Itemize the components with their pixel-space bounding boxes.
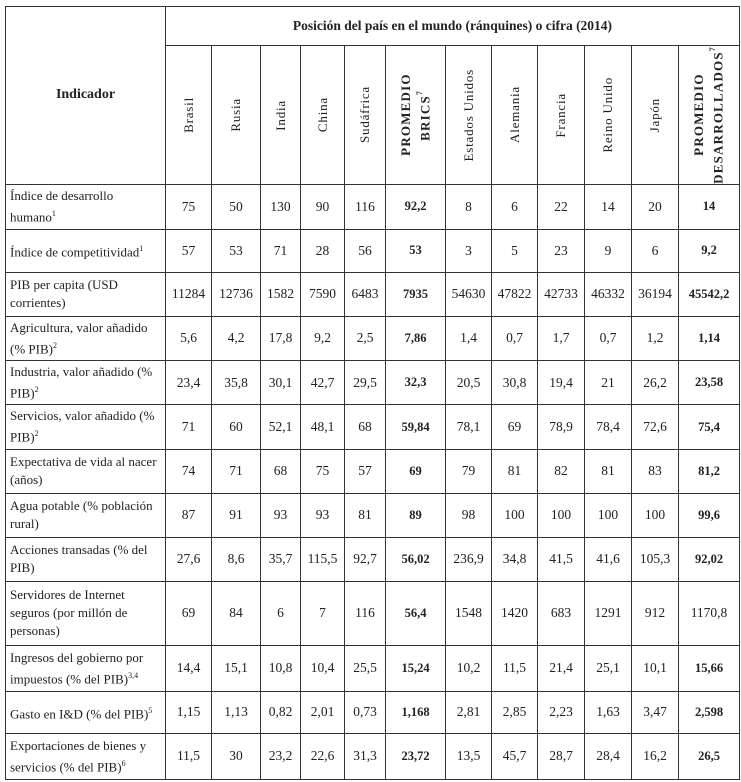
table-cell: 84 [212, 581, 261, 645]
table-cell: 45,7 [492, 733, 538, 779]
table-cell: 93 [301, 493, 345, 537]
table-cell: 1,168 [386, 691, 446, 733]
row-label-text: PIB per capita (USD corrientes) [10, 277, 118, 311]
table-cell: 71 [212, 449, 261, 493]
table-cell: 7590 [301, 272, 345, 316]
table-cell: 1,2 [632, 316, 679, 360]
table-row [6, 184, 740, 229]
table-cell: 11284 [166, 272, 212, 316]
table-cell: 14 [679, 184, 740, 229]
table-cell: 42733 [538, 272, 585, 316]
row-label-text: Ingresos del gobierno por impuestos (% del PIB) [10, 649, 144, 686]
table-cell: 13,5 [446, 733, 492, 779]
row-label-text: Acciones transadas (% del PIB) [10, 542, 148, 576]
row-label-text: Expectativa de vida al nacer (años) [10, 454, 157, 488]
table-cell: 75 [301, 449, 345, 493]
table-cell: 14 [585, 184, 632, 229]
footnote-marker: 7 [708, 45, 718, 52]
table-cell: 21 [585, 361, 632, 405]
table-cell: 9,2 [679, 229, 740, 272]
table-cell: 45542,2 [679, 272, 740, 316]
table-cell: 1,4 [446, 316, 492, 360]
column-header-label: Sudáfrica [357, 86, 372, 144]
table-cell: 6 [632, 229, 679, 272]
table-cell: 60 [212, 405, 261, 449]
table-cell: 19,4 [538, 361, 585, 405]
table-cell: 79 [446, 449, 492, 493]
table-cell: 1291 [585, 581, 632, 645]
table-cell: 89 [386, 493, 446, 537]
footnote-marker: 2 [34, 429, 39, 439]
column-header [212, 46, 261, 185]
table-cell: 72,6 [632, 405, 679, 449]
table-row [6, 537, 740, 581]
table-cell: 15,24 [386, 645, 446, 691]
table-cell: 83 [632, 449, 679, 493]
column-header-label: Rusia [228, 98, 243, 132]
table-cell: 28,7 [538, 733, 585, 779]
column-header [345, 46, 386, 185]
footnote-marker: 2 [34, 385, 39, 395]
table-cell: 87 [166, 493, 212, 537]
table-cell: 56 [345, 229, 386, 272]
table-cell: 21,4 [538, 645, 585, 691]
table-cell: 78,4 [585, 405, 632, 449]
table-cell: 100 [585, 493, 632, 537]
table-cell: 2,01 [301, 691, 345, 733]
table-row [6, 229, 740, 272]
column-header [261, 46, 301, 185]
column-header-label: India [272, 99, 288, 131]
table-cell: 23,4 [166, 361, 212, 405]
row-label [6, 184, 166, 229]
table-cell: 1170,8 [679, 581, 740, 645]
column-header-label: Alemania [506, 86, 522, 144]
table-cell: 7935 [386, 272, 446, 316]
table-cell: 71 [261, 229, 301, 272]
row-label [6, 493, 166, 537]
table-cell: 20,5 [446, 361, 492, 405]
indicator-header: Indicador [6, 7, 166, 185]
table-cell: 30 [212, 733, 261, 779]
column-header-label: PROMEDIO DESARROLLADOS [691, 51, 726, 184]
row-label [6, 316, 166, 360]
table-cell: 12736 [212, 272, 261, 316]
column-header-label: Brasil [180, 96, 196, 133]
table-cell: 26,2 [632, 361, 679, 405]
indicators-table [5, 6, 740, 780]
table-cell: 2,81 [446, 691, 492, 733]
table-row [6, 733, 740, 779]
table-cell: 53 [212, 229, 261, 272]
table-cell: 7,86 [386, 316, 446, 360]
footnote-marker: 5 [148, 705, 153, 715]
table-cell: 81 [345, 493, 386, 537]
table-cell: 41,5 [538, 537, 585, 581]
table-cell: 23,2 [261, 733, 301, 779]
table-cell: 30,8 [492, 361, 538, 405]
table-cell: 10,4 [301, 645, 345, 691]
table-cell: 5,6 [166, 316, 212, 360]
table-cell: 56,4 [386, 581, 446, 645]
row-label-text: Índice de competitividad [10, 244, 140, 260]
table-cell: 4,2 [212, 316, 261, 360]
row-label-text: Índice de desarrollo humano [10, 188, 114, 225]
table-cell: 100 [632, 493, 679, 537]
table-cell: 68 [345, 405, 386, 449]
table-cell: 11,5 [492, 645, 538, 691]
table-cell: 34,8 [492, 537, 538, 581]
row-label-text: Agua potable (% población rural) [10, 498, 153, 532]
footnote-marker: 7 [414, 89, 424, 95]
table-cell: 42,7 [301, 361, 345, 405]
table-cell: 75,4 [679, 405, 740, 449]
footnote-marker: 3,4 [128, 670, 139, 680]
table-row [6, 645, 740, 691]
table-cell: 23 [538, 229, 585, 272]
table-cell: 82 [538, 449, 585, 493]
table-cell: 92,02 [679, 537, 740, 581]
table-cell: 1,63 [585, 691, 632, 733]
table-cell: 2,598 [679, 691, 740, 733]
table-cell: 74 [166, 449, 212, 493]
table-cell: 54630 [446, 272, 492, 316]
group-title: Posición del país en el mundo (ránquines) o cifra (2014) [166, 7, 740, 46]
column-header [492, 46, 538, 185]
table-cell: 2,5 [345, 316, 386, 360]
row-label [6, 229, 166, 272]
table-cell: 105,3 [632, 537, 679, 581]
table-cell: 26,5 [679, 733, 740, 779]
table-cell: 8,6 [212, 537, 261, 581]
table-cell: 22 [538, 184, 585, 229]
column-header [679, 46, 740, 185]
table-cell: 35,7 [261, 537, 301, 581]
table-cell: 3,47 [632, 691, 679, 733]
table-row [6, 272, 740, 316]
table-cell: 2,85 [492, 691, 538, 733]
column-header [632, 46, 679, 185]
column-header-label: Francia [553, 92, 568, 138]
table-cell: 46332 [585, 272, 632, 316]
table-cell: 6 [261, 581, 301, 645]
table-cell: 10,2 [446, 645, 492, 691]
table-cell: 57 [345, 449, 386, 493]
footnote-marker: 1 [139, 244, 144, 254]
table-cell: 14,4 [166, 645, 212, 691]
table-cell: 81 [585, 449, 632, 493]
row-label [6, 361, 166, 405]
table-cell: 98 [446, 493, 492, 537]
table-cell: 75 [166, 184, 212, 229]
footnote-marker: 1 [51, 209, 56, 219]
column-header [166, 46, 212, 185]
column-header [585, 46, 632, 185]
table-row [6, 493, 740, 537]
table-cell: 81 [492, 449, 538, 493]
table-cell: 41,6 [585, 537, 632, 581]
column-header-label: China [314, 97, 330, 133]
table-row [6, 691, 740, 733]
row-label-text: Servicios, valor añadido (% PIB) [10, 408, 155, 445]
table-cell: 15,1 [212, 645, 261, 691]
table-cell: 32,3 [386, 361, 446, 405]
table-cell: 683 [538, 581, 585, 645]
table-cell: 6 [492, 184, 538, 229]
table-cell: 69 [492, 405, 538, 449]
table-cell: 28,4 [585, 733, 632, 779]
table-cell: 53 [386, 229, 446, 272]
row-label [6, 581, 166, 645]
table-cell: 91 [212, 493, 261, 537]
table-cell: 100 [538, 493, 585, 537]
table-cell: 1,15 [166, 691, 212, 733]
table-cell: 9,2 [301, 316, 345, 360]
table-cell: 1,14 [679, 316, 740, 360]
table-cell: 92,2 [386, 184, 446, 229]
table-cell: 78,9 [538, 405, 585, 449]
column-header-label: Reino Unido [600, 77, 615, 153]
table-cell: 69 [166, 581, 212, 645]
table-cell: 116 [345, 581, 386, 645]
table-cell: 28 [301, 229, 345, 272]
footnote-marker: 6 [121, 758, 126, 768]
table-cell: 1,7 [538, 316, 585, 360]
table-cell: 17,8 [261, 316, 301, 360]
table-cell: 11,5 [166, 733, 212, 779]
row-label [6, 733, 166, 779]
row-label [6, 691, 166, 733]
table-cell: 236,9 [446, 537, 492, 581]
table-cell: 92,7 [345, 537, 386, 581]
table-cell: 22,6 [301, 733, 345, 779]
table-cell: 912 [632, 581, 679, 645]
table-cell: 47822 [492, 272, 538, 316]
row-label-text: Agricultura, valor añadido (% PIB) [10, 319, 148, 357]
table-cell: 0,73 [345, 691, 386, 733]
table-cell: 1582 [261, 272, 301, 316]
table-row [6, 581, 740, 645]
table-cell: 52,1 [261, 405, 301, 449]
column-header-label: PROMEDIO BRICS [397, 73, 433, 157]
table-cell: 56,02 [386, 537, 446, 581]
table-cell: 36194 [632, 272, 679, 316]
row-label [6, 645, 166, 691]
table-cell: 0,7 [585, 316, 632, 360]
column-header [446, 46, 492, 185]
table-cell: 48,1 [301, 405, 345, 449]
table-cell: 10,1 [632, 645, 679, 691]
column-header [538, 46, 585, 185]
table-cell: 93 [261, 493, 301, 537]
table-row [6, 361, 740, 405]
table-cell: 2,23 [538, 691, 585, 733]
table-row [6, 316, 740, 360]
table-cell: 59,84 [386, 405, 446, 449]
table-cell: 3 [446, 229, 492, 272]
column-header [386, 46, 446, 185]
table-cell: 9 [585, 229, 632, 272]
table-cell: 1420 [492, 581, 538, 645]
table-cell: 16,2 [632, 733, 679, 779]
row-label [6, 272, 166, 316]
row-label-text: Gasto en I&D (% del PIB) [10, 705, 149, 721]
table-cell: 35,8 [212, 361, 261, 405]
row-label-text: Exportaciones de bienes y servicios (% del PIB) [10, 737, 147, 774]
column-header-label: Japón [647, 97, 662, 133]
table-cell: 1,13 [212, 691, 261, 733]
row-label [6, 537, 166, 581]
table-cell: 78,1 [446, 405, 492, 449]
table-cell: 30,1 [261, 361, 301, 405]
column-header [301, 46, 345, 185]
row-label [6, 405, 166, 449]
table-cell: 5 [492, 229, 538, 272]
table-cell: 99,6 [679, 493, 740, 537]
table-cell: 90 [301, 184, 345, 229]
row-label [6, 449, 166, 493]
table-cell: 25,1 [585, 645, 632, 691]
table-cell: 0,7 [492, 316, 538, 360]
table-cell: 130 [261, 184, 301, 229]
table-cell: 29,5 [345, 361, 386, 405]
table-cell: 10,8 [261, 645, 301, 691]
table-cell: 115,5 [301, 537, 345, 581]
table-cell: 69 [386, 449, 446, 493]
column-header-label: Estados Unidos [460, 68, 476, 162]
row-label-text: Industria, valor añadido (% PIB) [10, 364, 153, 401]
table-cell: 50 [212, 184, 261, 229]
table-cell: 57 [166, 229, 212, 272]
table-cell: 6483 [345, 272, 386, 316]
table-cell: 15,66 [679, 645, 740, 691]
table-cell: 20 [632, 184, 679, 229]
table-cell: 81,2 [679, 449, 740, 493]
table-cell: 7 [301, 581, 345, 645]
table-cell: 31,3 [345, 733, 386, 779]
table-cell: 27,6 [166, 537, 212, 581]
table-cell: 100 [492, 493, 538, 537]
footnote-marker: 2 [52, 340, 57, 350]
table-cell: 23,58 [679, 361, 740, 405]
table-cell: 23,72 [386, 733, 446, 779]
table-cell: 1548 [446, 581, 492, 645]
table-cell: 68 [261, 449, 301, 493]
table-cell: 0,82 [261, 691, 301, 733]
table-cell: 71 [166, 405, 212, 449]
row-label-text: Servidores de Internet seguros (por millón de personas) [10, 587, 128, 639]
table-cell: 8 [446, 184, 492, 229]
table-cell: 25,5 [345, 645, 386, 691]
table-row [6, 405, 740, 449]
table-cell: 116 [345, 184, 386, 229]
table-row [6, 449, 740, 493]
